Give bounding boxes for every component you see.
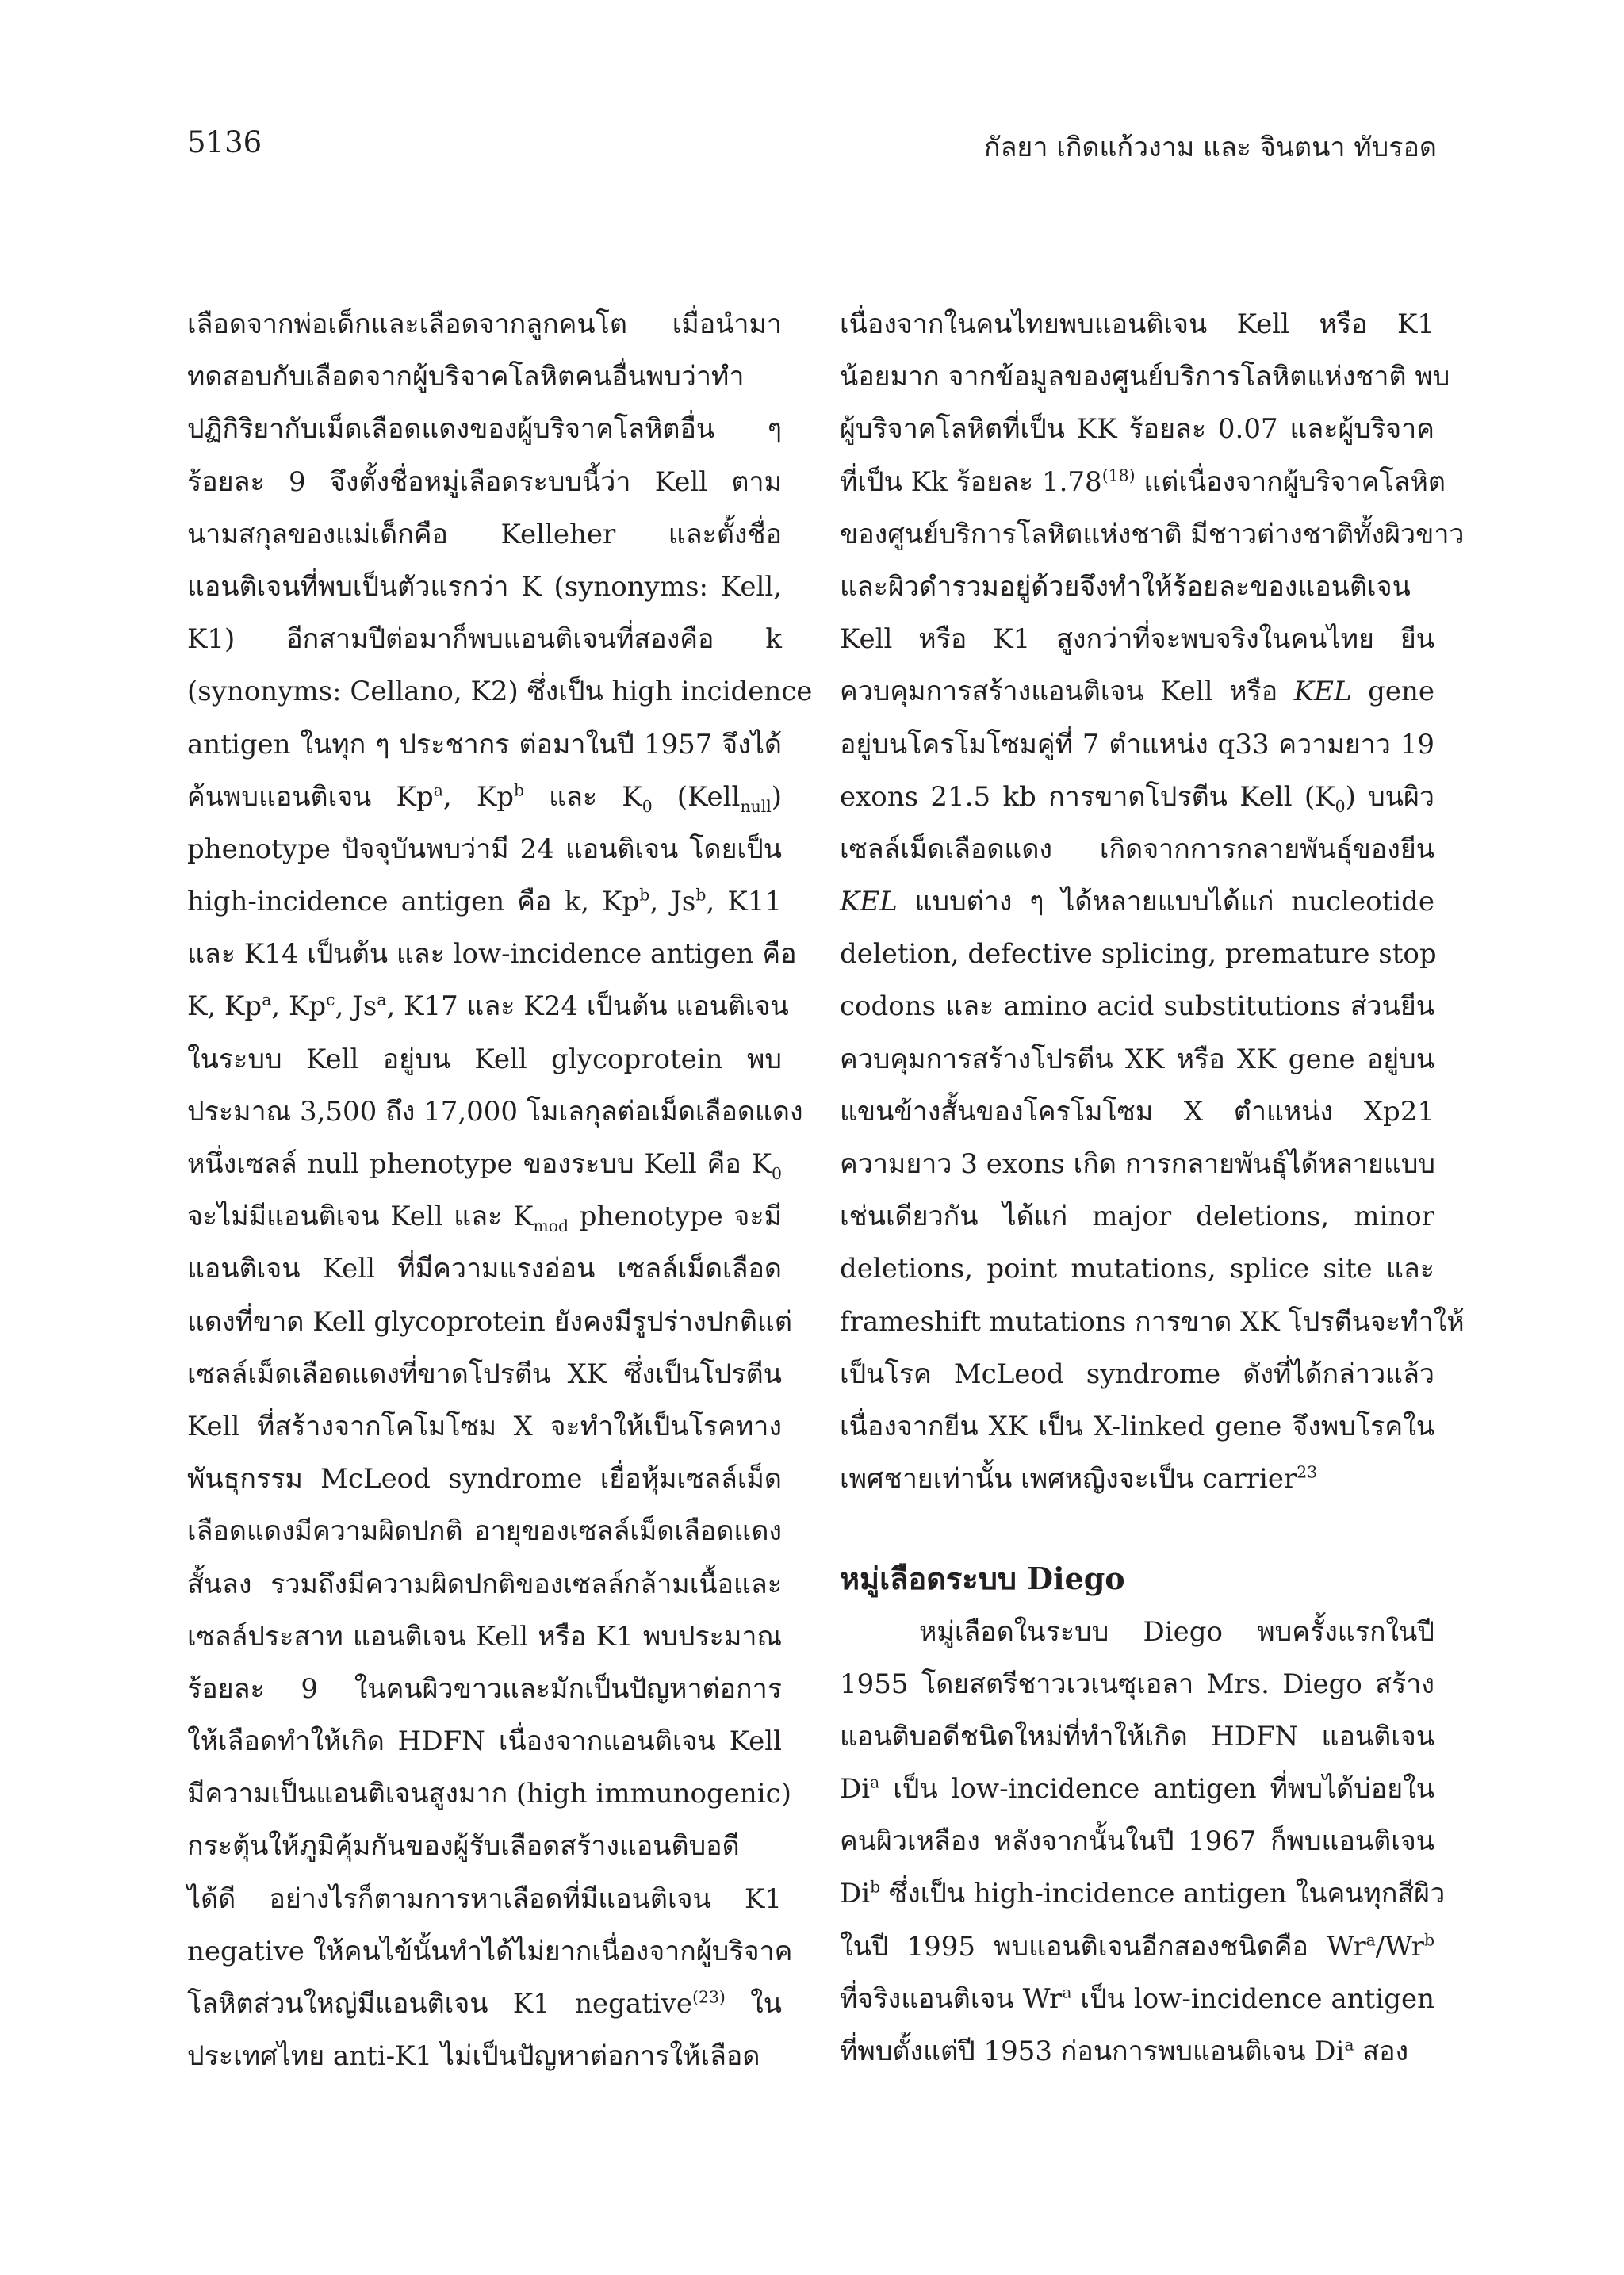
text-line: แอนติเจนที่พบเป็นตัวแรกว่า K (synonyms: Kell, — [187, 570, 782, 603]
text-run: ที่พบตั้งแต่ปี 1953 ก่อนการพบแอนติเจน Di — [840, 2036, 1345, 2067]
text-line: และ K14 เป็นต้น และ low-incidence antigen คือ — [187, 938, 797, 971]
page-header — [187, 125, 1437, 173]
text-line: แอนติเจน Kell ที่มีความแรงอ่อน เซลล์เม็ดเลือด — [187, 1253, 782, 1285]
text-run: ควบคุมการสร้างแอนติเจน Kell หรือ — [840, 676, 1294, 708]
text-run: ) บนผิว — [1345, 780, 1434, 813]
text-line: นามสกุลของแม่เด็กคือ Kelleher และตั้งชื่อ — [187, 518, 782, 550]
page-number: 5136 — [187, 125, 262, 159]
text-line: deletion, defective splicing, premature stop — [840, 938, 1437, 971]
text-run: Di — [840, 1878, 871, 1910]
superscript: (23) — [692, 1987, 726, 2007]
text-line: ร้อยละ 9 จึงตั้งชื่อหมู่เลือดระบบนี้ว่า Kell ตาม — [187, 465, 782, 498]
superscript: a — [1062, 1982, 1072, 2002]
text-line: พันธุกรรม McLeod syndrome เยื่อหุ้มเซลล์เม็ด — [187, 1463, 782, 1496]
text-run: exons 21.5 kb การขาดโปรตีน Kell (K — [840, 780, 1335, 813]
subscript: 0 — [772, 1163, 782, 1183]
italic-text: KEL — [1293, 676, 1352, 708]
superscript: 23 — [1297, 1462, 1318, 1482]
superscript: a — [377, 990, 387, 1010]
text-line: เซลล์เม็ดเลือดแดง เกิดจากการกลายพันธุ์ของยีน — [840, 833, 1434, 865]
text-line — [840, 1973, 1434, 2025]
text-line: ความยาว 3 exons เกิด การกลายพันธุ์ได้หลายแบบ — [840, 1148, 1436, 1180]
text-line: เนื่องจากในคนไทยพบแอนติเจน Kell หรือ K1 — [840, 308, 1434, 340]
text-line: negative ให้คนไข้นั้นทำได้ไม่ยากเนื่องจากผู้บริจาค — [187, 1935, 793, 1967]
superscript: b — [870, 1878, 881, 1898]
superscript: (18) — [1101, 465, 1136, 485]
text-run: ในปี 1995 พบแอนติเจนอีกสองชนิดคือ Wr — [840, 1930, 1366, 1963]
text-line: เซลล์เม็ดเลือดแดงที่ขาดโปรตีน XK ซึ่งเป็นโปรตีน — [187, 1358, 782, 1390]
text-line: ของศูนย์บริการโลหิตแห่งชาติ มีชาวต่างชาติทั้งผิวขาว — [840, 518, 1465, 550]
text-line — [187, 1978, 782, 2030]
superscript: a — [1365, 1930, 1376, 1950]
text-run: แบบต่าง ๆ ได้หลายแบบได้แก่ nucleotide — [897, 886, 1434, 918]
text-line: เนื่องจากยีน XK เป็น X-linked gene จึงพบโรคใน — [840, 1410, 1434, 1442]
text-line: ให้เลือดทำให้เกิด HDFN เนื่องจากแอนติเจน Kell — [187, 1725, 782, 1758]
text-line: ในระบบ Kell อยู่บน Kell glycoprotein พบ — [187, 1043, 782, 1075]
text-run: ค้นพบแอนติเจน Kp — [187, 780, 434, 813]
text-line — [840, 1763, 1434, 1815]
text-line: (synonyms: Cellano, K2) ซึ่งเป็น high incidence — [187, 676, 813, 708]
text-line: ปฏิกิริยากับเม็ดเลือดแดงของผู้บริจาคโลหิตอื่น ๆ — [187, 413, 782, 446]
text-line: แขนข้างสั้นของโครโมโซม X ตำแหน่ง Xp21 — [840, 1095, 1434, 1128]
text-line: phenotype ปัจจุบันพบว่ามี 24 แอนติเจน โดยเป็น — [187, 833, 782, 865]
text-run: และ K — [524, 780, 642, 813]
text-line — [840, 1921, 1434, 1973]
superscript: b — [695, 885, 707, 905]
superscript: a — [1344, 2035, 1354, 2055]
text-run: , Js — [649, 886, 696, 918]
text-run: เพศชายเท่านั้น เพศหญิงจะเป็น carrier — [840, 1463, 1297, 1496]
text-line: สั้นลง รวมถึงมีความผิดปกติของเซลล์กล้ามเนื้อและ — [187, 1568, 782, 1600]
text-line: คนผิวเหลือง หลังจากนั้นในปี 1967 ก็พบแอนติเจน — [840, 1825, 1434, 1858]
text-line: frameshift mutations การขาด XK โปรตีนจะทำให้ — [840, 1305, 1465, 1338]
text-run: gene — [1351, 676, 1434, 708]
text-run: phenotype จะมี — [569, 1201, 782, 1233]
text-line: antigen ในทุก ๆ ประชากร ต่อมาในปี 1957 จึงได้ — [187, 728, 782, 760]
text-run: , K11 — [706, 886, 782, 918]
text-line — [187, 875, 782, 928]
text-run: หนึ่งเซลล์ null phenotype ของระบบ Kell คือ K — [187, 1148, 772, 1180]
text-line — [187, 771, 782, 823]
text-line: เลือดจากพ่อเด็กและเลือดจากลูกคนโต เมื่อนำมา — [187, 308, 782, 340]
text-run: เป็น low-incidence antigen — [1071, 1982, 1434, 2015]
text-line — [840, 2025, 1434, 2078]
text-line — [187, 1138, 782, 1190]
text-line: แดงที่ขาด Kell glycoprotein ยังคงมีรูปร่างปกติแต่ — [187, 1305, 792, 1338]
text-line: 1955 โดยสตรีชาวเวเนซุเอลา Mrs. Diego สร้าง — [840, 1668, 1434, 1700]
text-line: ได้ดี อย่างไรก็ตามการหาเลือดที่มีแอนติเจน K1 — [187, 1882, 782, 1915]
text-line: น้อยมาก จากข้อมูลของศูนย์บริการโลหิตแห่งชาติ พบ — [840, 361, 1450, 393]
text-line: ร้อยละ 9 ในคนผิวขาวและมักเป็นปัญหาต่อการ — [187, 1672, 782, 1705]
right-column-paragraph-1 — [840, 298, 1465, 1505]
superscript: b — [1423, 1930, 1434, 1950]
text-line: codons และ amino acid substitutions ส่วนยีน — [840, 990, 1434, 1023]
superscript: c — [326, 990, 335, 1010]
text-line — [840, 875, 1434, 928]
text-run: ที่จริงแอนติเจน Wr — [840, 1982, 1063, 2015]
text-run: , K17 และ K24 เป็นต้น แอนติเจน — [386, 990, 789, 1023]
running-head: กัลยา เกิดแก้วงาม และ จินตนา ทับรอด — [984, 132, 1437, 163]
text-line: ประมาณ 3,500 ถึง 17,000 โมเลกุลต่อเม็ดเลือดแดง — [187, 1095, 803, 1128]
text-line — [840, 456, 1446, 508]
superscript: a — [262, 990, 272, 1010]
text-run: , Js — [335, 990, 377, 1023]
text-run: โลหิตส่วนใหญ่มีแอนติเจน K1 negative — [187, 1988, 693, 2020]
text-line: เช่นเดียวกัน ได้แก่ major deletions, minor — [840, 1201, 1434, 1233]
text-line — [840, 771, 1434, 823]
text-line: Kell ที่สร้างจากโคโมโซม X จะทำให้เป็นโรคทาง — [187, 1410, 782, 1442]
section-heading: หมู่เลือดระบบ Diego — [840, 1561, 1125, 1597]
text-line: หมู่เลือดในระบบ Diego พบครั้งแรกในปี — [919, 1615, 1434, 1648]
text-run: จะไม่มีแอนติเจน Kell และ K — [187, 1201, 534, 1233]
text-run: สอง — [1354, 2036, 1409, 2067]
superscript: a — [433, 780, 443, 800]
text-line — [840, 1867, 1446, 1920]
text-run: /Wr — [1375, 1930, 1424, 1963]
text-run: ใน — [725, 1988, 782, 2020]
text-run: Di — [840, 1773, 871, 1806]
text-run: , Kp — [271, 990, 327, 1023]
text-line — [187, 1190, 782, 1243]
text-line: ผู้บริจาคโลหิตที่เป็น KK ร้อยละ 0.07 และผู้บริจาค — [840, 413, 1434, 446]
text-line: เลือดแดงมีความผิดปกติ อายุของเซลล์เม็ดเลือดแดง — [187, 1515, 782, 1548]
text-line: K1) อีกสามปีต่อมาก็พบแอนติเจนที่สองคือ k — [187, 623, 782, 656]
text-run: ) — [771, 780, 783, 813]
text-line: ควบคุมการสร้างโปรตีน XK หรือ XK gene อยู่บน — [840, 1043, 1434, 1075]
subscript: 0 — [1335, 796, 1346, 816]
superscript: b — [513, 780, 525, 800]
text-line — [840, 665, 1434, 718]
subscript: 0 — [642, 796, 653, 816]
text-line: เป็นโรค McLeod syndrome ดังที่ได้กล่าวแล้ว — [840, 1358, 1434, 1390]
right-column — [840, 298, 1465, 2078]
text-run: ซึ่งเป็น high-incidence antigen ในคนทุกสีผิว — [880, 1878, 1446, 1910]
text-line: อยู่บนโครโมโซมคู่ที่ 7 ตำแหน่ง q33 ความยาว 19 — [840, 728, 1434, 760]
text-run: high-incidence antigen คือ k, Kp — [187, 886, 640, 918]
text-line: แอนติบอดีชนิดใหม่ที่ทำให้เกิด HDFN แอนติเจน — [840, 1720, 1434, 1752]
text-line: ประเทศไทย anti-K1 ไม่เป็นปัญหาต่อการให้เลือด — [187, 2040, 760, 2073]
text-line — [840, 1453, 1434, 1505]
subscript: null — [740, 796, 772, 816]
text-line: ทดสอบกับเลือดจากผู้บริจาคโลหิตคนอื่นพบว่าทำ — [187, 361, 745, 393]
subscript: mod — [533, 1216, 569, 1235]
text-line — [187, 980, 789, 1032]
left-column — [187, 298, 813, 2082]
text-line: และผิวดำรวมอยู่ด้วยจึงทำให้ร้อยละของแอนติเจน — [840, 570, 1411, 603]
text-line: กระตุ้นให้ภูมิคุ้มกันของผู้รับเลือดสร้างแอนติบอดี — [187, 1830, 740, 1863]
text-line: มีความเป็นแอนติเจนสูงมาก (high immunogenic) — [187, 1778, 791, 1810]
text-run: แต่เนื่องจากผู้บริจาคโลหิต — [1135, 465, 1446, 498]
text-run: , Kp — [442, 780, 514, 813]
text-line: Kell หรือ K1 สูงกว่าที่จะพบจริงในคนไทย ยีน — [840, 623, 1434, 656]
italic-text: KEL — [840, 886, 898, 918]
superscript: b — [639, 885, 650, 905]
text-run: ที่เป็น Kk ร้อยละ 1.78 — [840, 465, 1102, 498]
text-line: deletions, point mutations, splice site และ — [840, 1253, 1434, 1285]
text-run: K, Kp — [187, 990, 262, 1023]
text-run: (Kell — [652, 780, 741, 813]
right-column-paragraph-2 — [840, 1606, 1446, 2078]
text-run: เป็น low-incidence antigen ที่พบได้บ่อยใน — [879, 1773, 1434, 1806]
text-line: เซลล์ประสาท แอนติเจน Kell หรือ K1 พบประมาณ — [187, 1620, 782, 1653]
superscript: a — [870, 1772, 880, 1792]
